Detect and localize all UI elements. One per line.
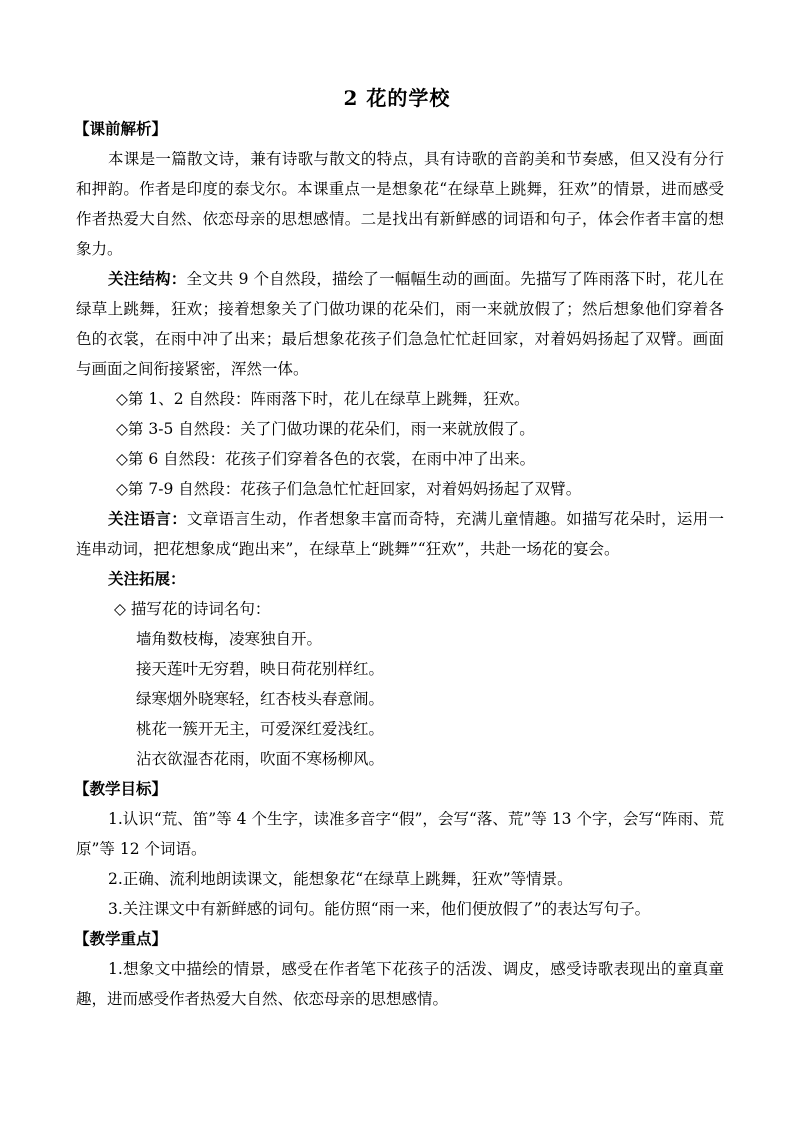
poem-line: 沾衣欲湿杏花雨，吹面不寒杨柳风。 [136, 750, 385, 768]
key-point-item: 1.想象文中描绘的情景，感受在作者笔下花孩子的活泼、调皮，感受诗歌表现出的童真童趣，进而感受作者热爱大自然、依恋母亲的思想感情。 [76, 960, 724, 1008]
poem-line: 绿寒烟外晓寒轻，红杏枝头春意闹。 [136, 690, 385, 708]
objective-item: 2.正确、流利地朗读课文，能想象花“在绿草上跳舞，狂欢”等情景。 [108, 870, 573, 888]
language-paragraph [76, 504, 724, 564]
extension-bullet: ◇ 描写花的诗词名句： [114, 600, 271, 618]
structure-lead: 关注结构： [108, 269, 187, 288]
structure-item: ◇第 6 自然段：花孩子们穿着各色的衣裳，在雨中冲了出来。 [116, 450, 536, 468]
poem-line: 接天莲叶无穷碧，映日荷花别样红。 [136, 660, 385, 678]
structure-item: ◇第 1、2 自然段：阵雨落下时，花儿在绿草上跳舞，狂欢。 [116, 390, 530, 408]
section-heading-pre-analysis: 【课前解析】 [74, 119, 168, 138]
structure-paragraph [76, 264, 724, 384]
extension-lead: 关注拓展： [108, 569, 186, 588]
objective-item: 3.关注课文中有新鲜感的词句。能仿照“雨一来，他们便放假了”的表达写句子。 [108, 900, 651, 918]
structure-item: ◇第 3-5 自然段：关了门做功课的花朵们，雨一来就放假了。 [116, 420, 535, 438]
structure-text: 全文共 9 个自然段，描绘了一幅幅生动的画面。先描写了阵雨落下时，花儿在绿草上跳舞，狂欢；接着想象关了门做功课的花朵们，雨一来就放假了；然后想象他们穿着各色的衣裳，在雨中冲了出来；最后想象花孩子们急急忙忙赶回家，对着妈妈扬起了双臂。画面与画面之间衔接紧密，浑然一体。 [76, 270, 724, 378]
structure-item: ◇第 7-9 自然段：花孩子们急急忙忙赶回家，对着妈妈扬起了双臂。 [116, 480, 582, 498]
intro-paragraph: 本课是一篇散文诗，兼有诗歌与散文的特点，具有诗歌的音韵美和节奏感，但又没有分行和押韵。作者是印度的泰戈尔。本课重点一是想象花“在绿草上跳舞，狂欢”的情景，进而感受作者热爱大自然、依恋母亲的思想感情。二是找出有新鲜感的词语和句子，体会作者丰富的想象力。 [76, 150, 724, 258]
language-lead: 关注语言： [108, 509, 188, 528]
page-title: 2 花的学校 [343, 86, 451, 110]
document-body [76, 114, 724, 1014]
poem-line: 桃花一簇开无主，可爱深红爱浅红。 [136, 720, 385, 738]
objective-item: 1.认识“荒、笛”等 4 个生字，读准多音字“假”，会写“落、荒”等 13 个字，会写“阵雨、荒原”等 12 个词语。 [76, 810, 724, 858]
section-heading-key-points: 【教学重点】 [74, 929, 168, 948]
section-heading-objectives: 【教学目标】 [74, 779, 168, 798]
poem-line: 墙角数枝梅，凌寒独自开。 [136, 630, 323, 648]
language-text: 文章语言生动，作者想象丰富而奇特，充满儿童情趣。如描写花朵时，运用一连串动词，把花想象成“跑出来”，在绿草上“跳舞”“狂欢”，共赴一场花的宴会。 [76, 510, 724, 558]
